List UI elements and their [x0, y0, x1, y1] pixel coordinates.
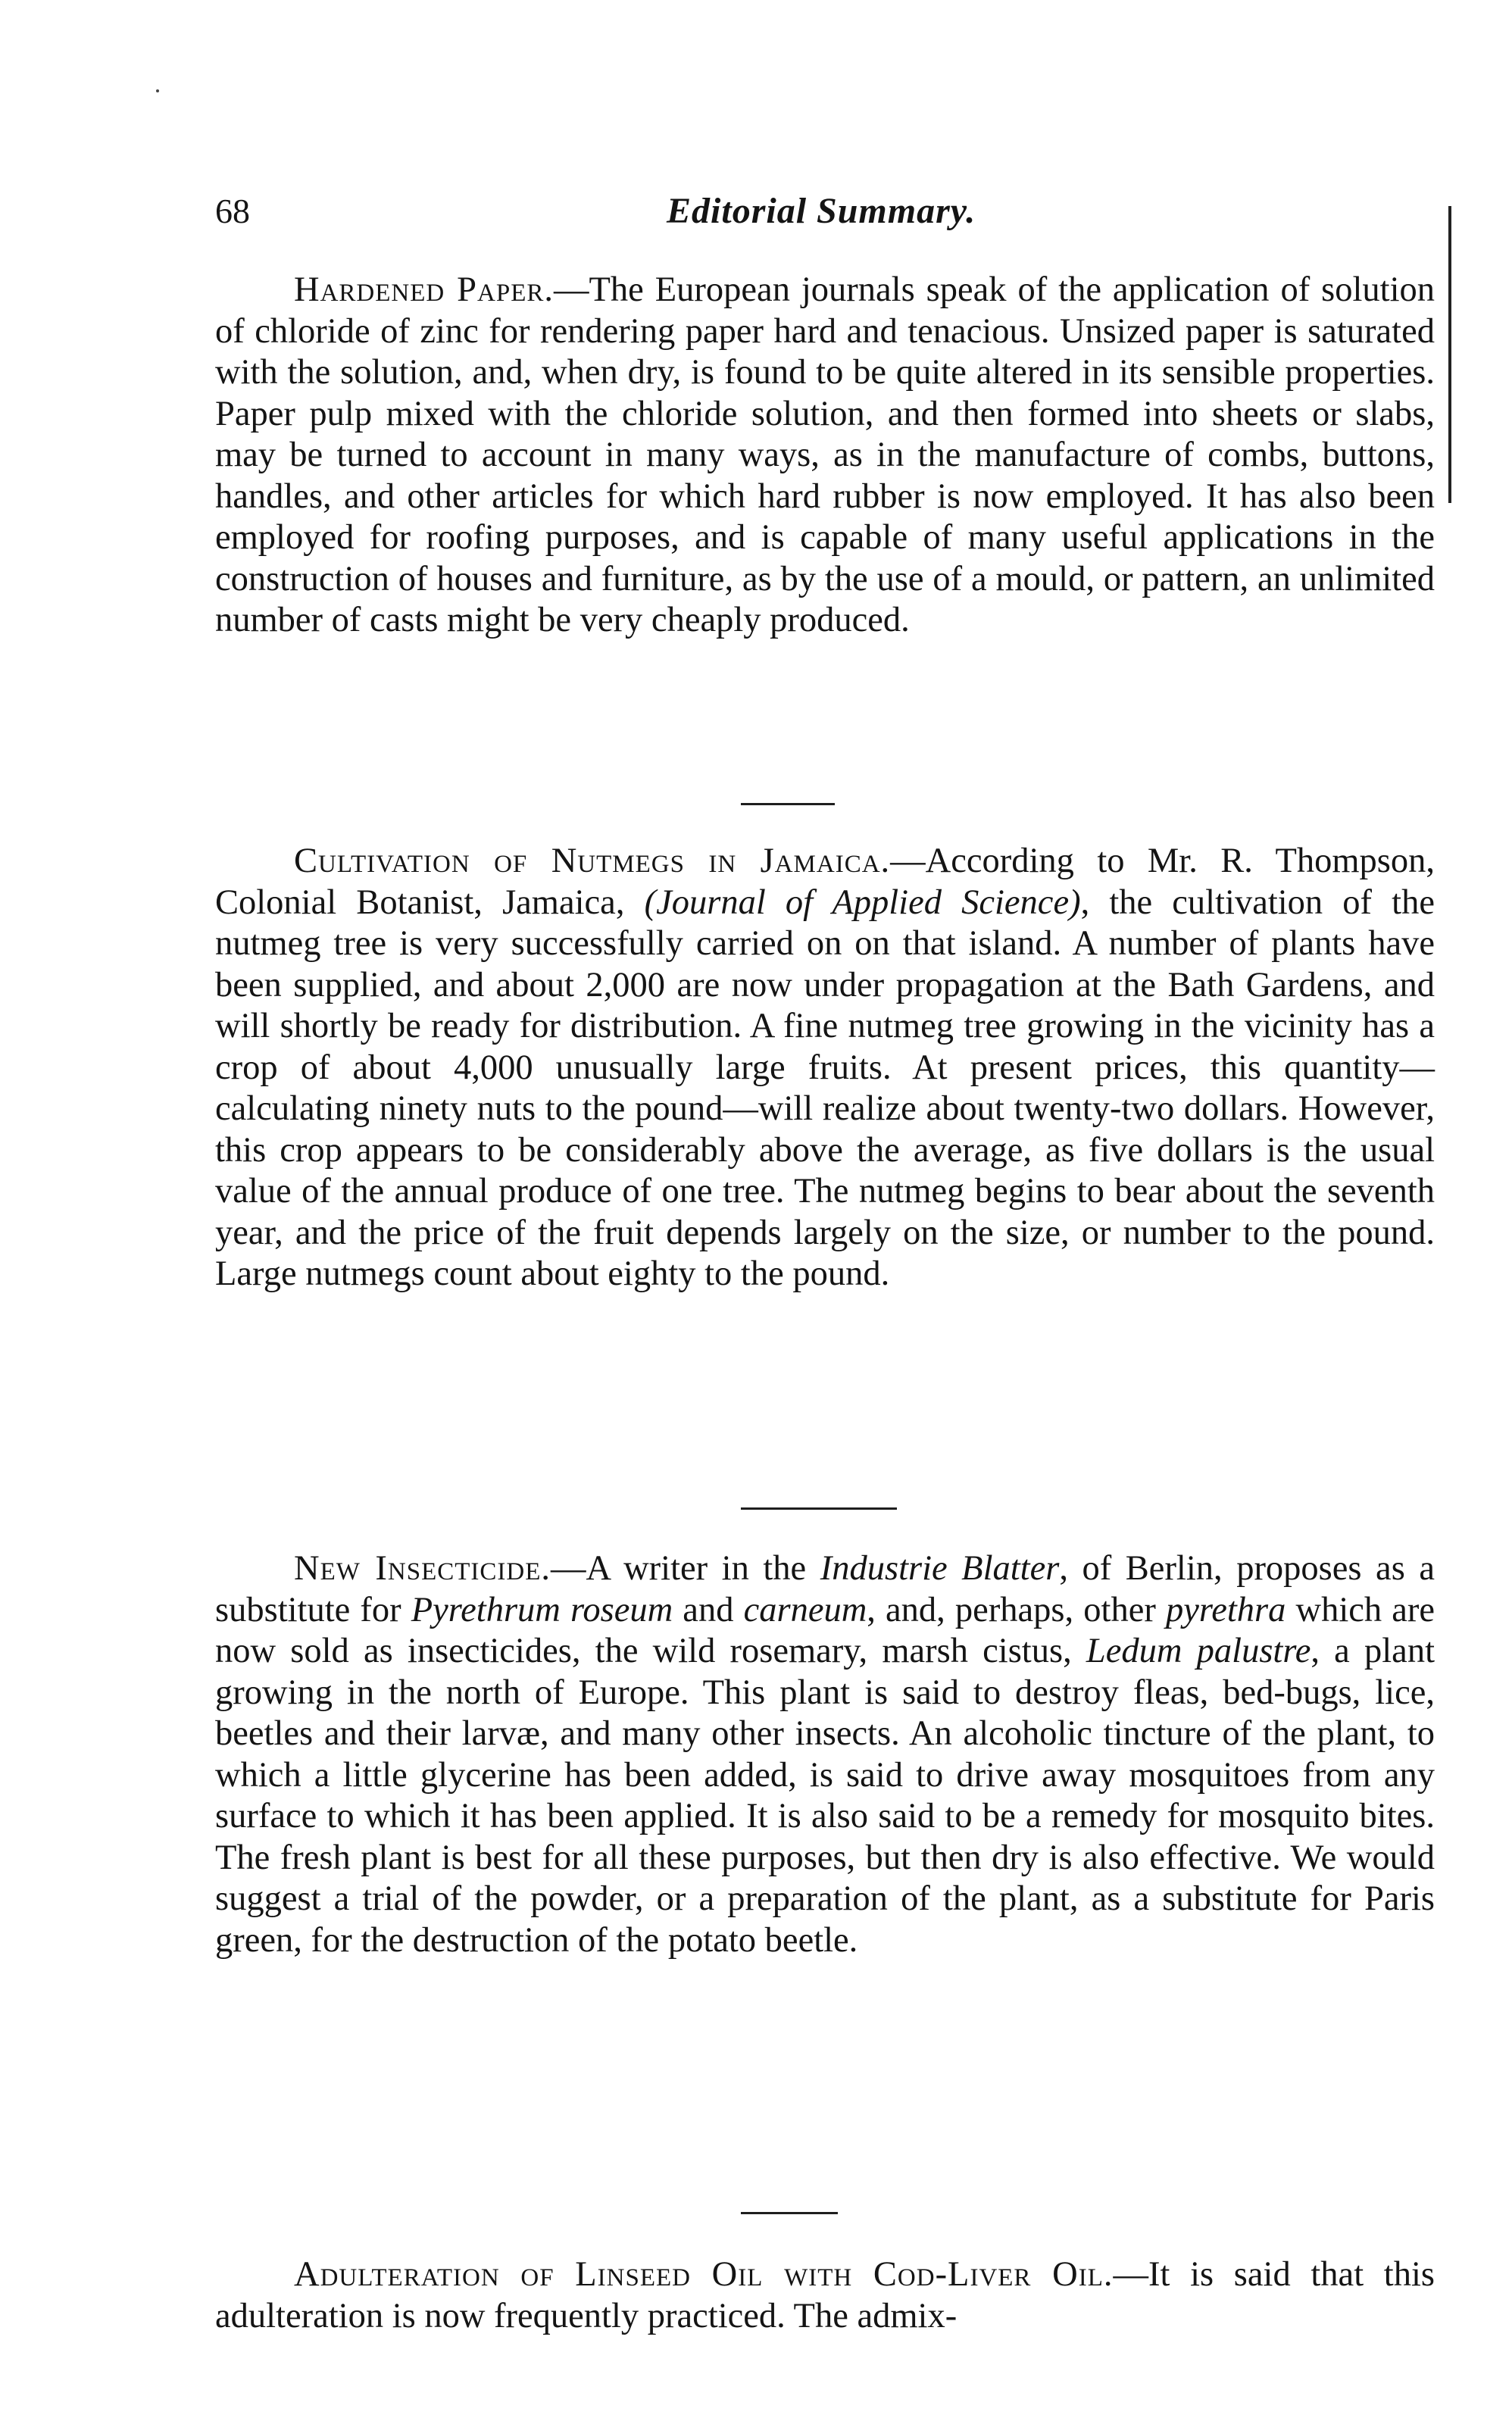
article-body: , the cultivation of the nutmeg tree is very successfully carried on on that island. A number of plants have been supplied, and about 2,000 are now under propagation at the Bath Gardens, and will shortly be ready for distribution. A fine nutmeg tree growing in the vicinity has a crop of about 4,000 unusually large fruits. At present prices, this quantity—calculating ninety nuts to the pound—will realize about twenty-two dollars. However, this crop appears to be considerably above the average, as five dollars is the usual value of the annual produce of one tree. The nutmeg begins to bear about the seventh year, and the price of the fruit depends largely on the size, or number to the pound. Large nutmegs count about eighty to the pound. — [215, 883, 1435, 1293]
article-body: and — [673, 1590, 744, 1629]
species-name: Ledum palustre — [1086, 1632, 1311, 1670]
source-citation: (Journal of Applied Science) — [644, 883, 1081, 922]
article-heading: Cultivation of Nutmegs in Jamaica. — [294, 842, 891, 880]
section-divider — [741, 803, 835, 805]
article-paragraph — [215, 270, 1435, 642]
page-number: 68 — [215, 192, 250, 230]
article-hardened-paper — [215, 270, 1435, 642]
article-paragraph — [215, 2254, 1435, 2337]
article-body: —The European journals speak of the application of solution of chloride of zinc for rendering paper hard and tenacious. Unsized paper is saturated with the solution, and, when dry, is found to be quite altered in its sensible properties. Paper pulp mixed with the chloride solution, and then formed into sheets or slabs, may be turned to account in many ways, as in the manufacture of combs, buttons, handles, and other articles for which hard rubber is now employed. It has also been employed for roofing purposes, and is capable of many useful applications in the construction of houses and furniture, as by the use of a mould, or pattern, an unlimited number of casts might be very cheaply produced. — [215, 270, 1435, 639]
section-divider — [741, 2212, 838, 2214]
article-body: —It is said that this adulteration is now frequently practiced. The admix- — [215, 2255, 1435, 2335]
article-body: , a plant growing in the north of Europe. This plant is said to destroy fleas, bed-bugs, lice, beetles and their larvæ, and many other insects. An alcoholic tincture of the plant, to which a little glycerine has been added, is said to drive away mosquitoes from any surface to which it has been applied. It is also said to be a remedy for mosquito bites. The fresh plant is best for all these purposes, but then dry is also effective. We would suggest a trial of the powder, or a preparation of the plant, as a substitute for Paris green, for the destruction of the potato beetle. — [215, 1632, 1435, 1960]
species-name: pyrethra — [1165, 1590, 1286, 1629]
article-body: —According to Mr. R. Thompson, Colonial Botanist, Jamaica, — [215, 842, 1435, 922]
running-header — [215, 188, 1435, 241]
article-paragraph — [215, 841, 1435, 1295]
article-heading: New Insecticide. — [294, 1549, 551, 1588]
stray-ink-dot — [156, 89, 159, 92]
species-name: carneum — [743, 1590, 867, 1629]
section-divider — [741, 1507, 897, 1510]
article-new-insecticide — [215, 1548, 1435, 1961]
article-heading: Hardened Paper. — [294, 270, 555, 309]
article-linseed-oil — [215, 2254, 1435, 2337]
article-paragraph — [215, 1548, 1435, 1961]
article-body: —A writer in the — [551, 1549, 820, 1588]
article-body: which are now sold as insecticides, the wild rosemary, marsh cistus, — [215, 1590, 1435, 1670]
article-heading: Adulteration of Linseed Oil with Cod-Liver Oil. — [294, 2255, 1114, 2294]
article-body: , of Berlin, proposes as a substitute for — [215, 1549, 1435, 1629]
source-citation: Industrie Blatter — [820, 1549, 1060, 1588]
running-title: Editorial Summary. — [667, 191, 976, 231]
species-name: Pyrethrum roseum — [411, 1590, 673, 1629]
margin-rule — [1448, 206, 1451, 503]
article-body: , and, perhaps, other — [867, 1590, 1166, 1629]
article-nutmegs-jamaica — [215, 841, 1435, 1295]
